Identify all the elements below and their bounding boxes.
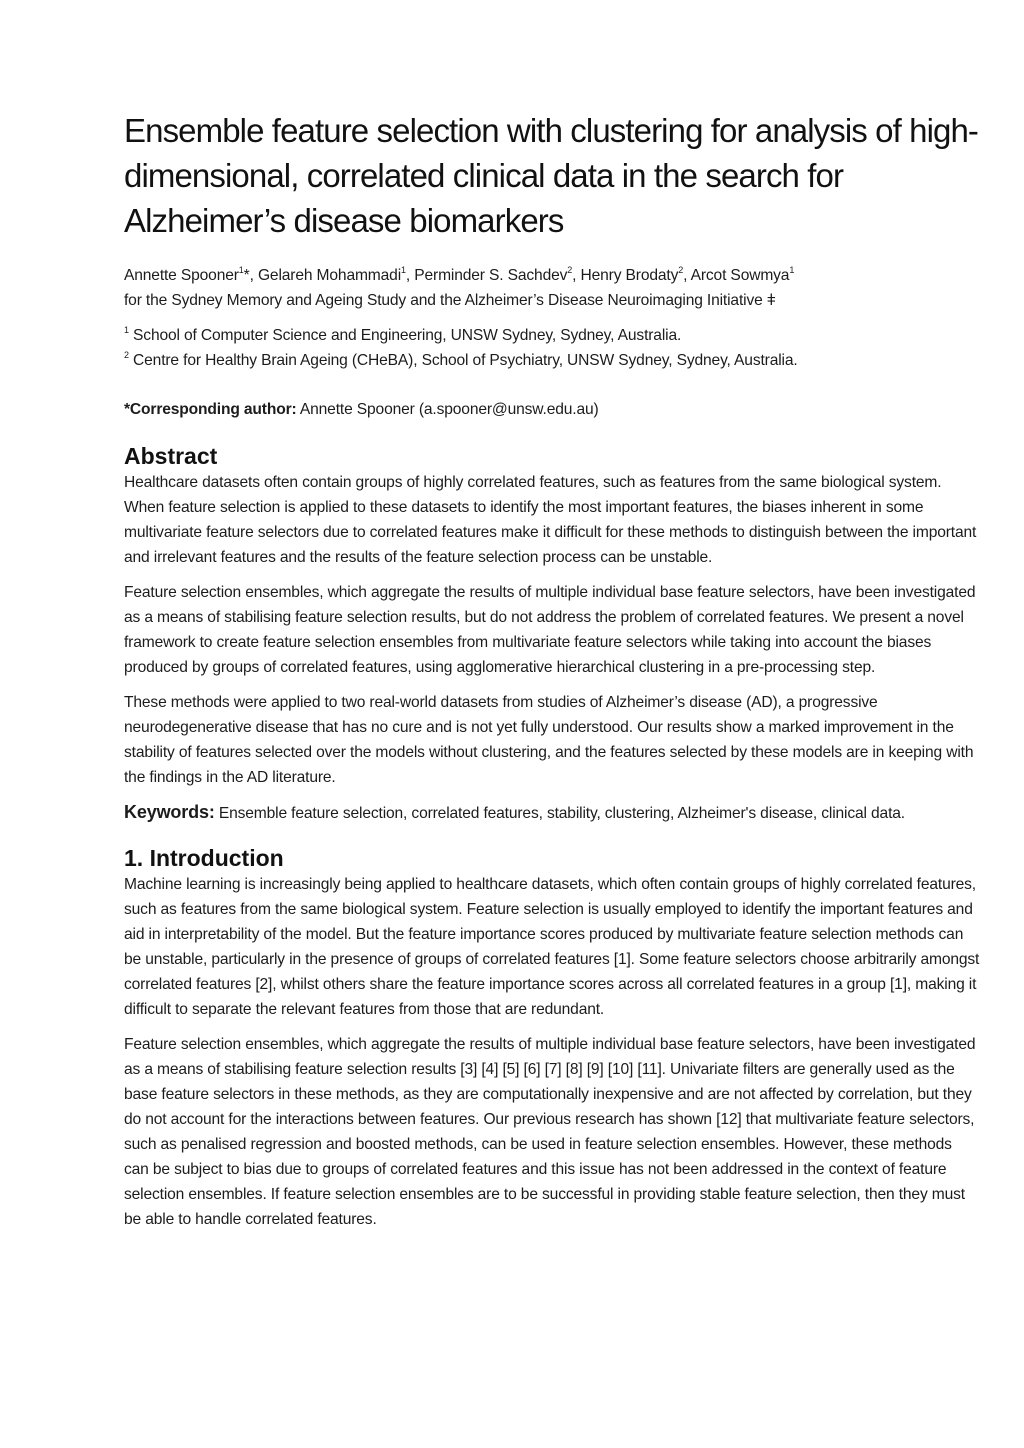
author-affiliation-mark: 1 [789,264,795,275]
introduction-heading: 1. Introduction [124,845,284,871]
corresponding-author-label: *Corresponding author: [124,401,297,418]
author-affiliation-mark: 2 [678,264,684,275]
author-affiliation-mark: 1 [401,264,406,275]
author-name: Arcot Sowmya [690,267,790,284]
author-separator: , [572,267,581,284]
author-separator: , [405,267,415,284]
affiliation-text: Centre for Healthy Brain Ageing (CHeBA), School of Psychiatry, UNSW Sydney, Sydney, Australia. [133,352,798,369]
author-name: Gelareh Mohammadi [257,267,402,284]
corresponding-author-text: Annette Spooner (a.spooner@unsw.edu.au) [296,401,599,418]
affiliation-text: School of Computer Science and Engineering, UNSW Sydney, Sydney, Australia. [133,327,682,344]
author-list [124,263,980,313]
paper-title: Ensemble feature selection with clustering for analysis of high-dimensional, correlated clinical data in the search for Alzheimer’s disease biomarkers [124,112,979,239]
introduction-paragraph: Feature selection ensembles, which aggregate the results of multiple individual base feature selectors, have been investigated as a means of stabilising feature selection results [3] [4] [5] [6] [7] [8] [9] [10] [11]. Univariate filters are generally used as the base feature selectors in these methods, as they are computationally inexpensive and are not affected by correlation, but they do not account for the interactions between features. Our previous research has shown [12] that multivariate feature selectors, such as penalised regression and boosted methods, can be used in feature selection ensembles. However, these methods can be subject to bias due to groups of correlated features and this issue has not been addressed in the context of feature selection ensembles. If feature selection ensembles are to be successful in providing stable feature selection, then they must be able to handle correlated features. [124,1036,976,1228]
keywords [124,800,980,826]
paper-page [124,108,980,1242]
keywords-label: Keywords: [124,802,215,822]
affiliation-mark: 1 [124,324,129,335]
author-name: Henry Brodaty [580,267,679,284]
abstract-paragraph: These methods were applied to two real-world datasets from studies of Alzheimer’s disease (AD), a progressive neurodegenerative disease that has no cure and is not yet fully understood. Our results show a marked improvement in the stability of features selected over the models without clustering, and the features selected by these models are in keeping with the findings in the AD literature. [124,694,974,786]
author-name: Annette Spooner [124,267,239,284]
author-affiliation-mark: 1 [238,264,244,275]
author-affiliation-mark: 2 [567,264,573,275]
study-consortium-line: for the Sydney Memory and Ageing Study and the Alzheimer’s Disease Neuroimaging Initiative ǂ [124,292,776,309]
author-name: Perminder S. Sachdev [414,267,568,284]
introduction-paragraph: Machine learning is increasingly being applied to healthcare datasets, which often contain groups of highly correlated features, such as features from the same biological system. Feature selection is usually employed to identify the important features and aid in interpretability of the model. But the feature importance scores produced by multivariate feature selection methods can be unstable, particularly in the presence of groups of correlated features [1]. Some feature selectors choose arbitrarily amongst correlated features [2], whilst others share the feature importance scores across all correlated features in a group [1], making it difficult to separate the relevant features from those that are redundant. [124,876,980,1018]
keywords-text: Ensemble feature selection, correlated features, stability, clustering, Alzheimer's disease, clinical data. [214,805,905,822]
abstract-heading: Abstract [124,443,218,469]
affiliation-mark: 2 [124,349,129,360]
affiliation-list [124,323,980,373]
corresponding-author [124,397,980,422]
author-separator: , [683,267,691,284]
author-separator: *, [243,267,258,284]
abstract-paragraph: Feature selection ensembles, which aggregate the results of multiple individual base feature selectors, have been investigated as a means of stabilising feature selection results, but do not address the problem of correlated features. We present a novel framework to create feature selection ensembles from multivariate feature selectors while taking into account the biases produced by groups of correlated features, using agglomerative hierarchical clustering in a pre-processing step. [124,584,976,676]
abstract-paragraph: Healthcare datasets often contain groups of highly correlated features, such as features from the same biological system. When feature selection is applied to these datasets to identify the most important features, the biases inherent in some multivariate feature selectors due to correlated features make it difficult for these methods to distinguish between the important and irrelevant features and the results of the feature selection process can be unstable. [124,474,977,566]
